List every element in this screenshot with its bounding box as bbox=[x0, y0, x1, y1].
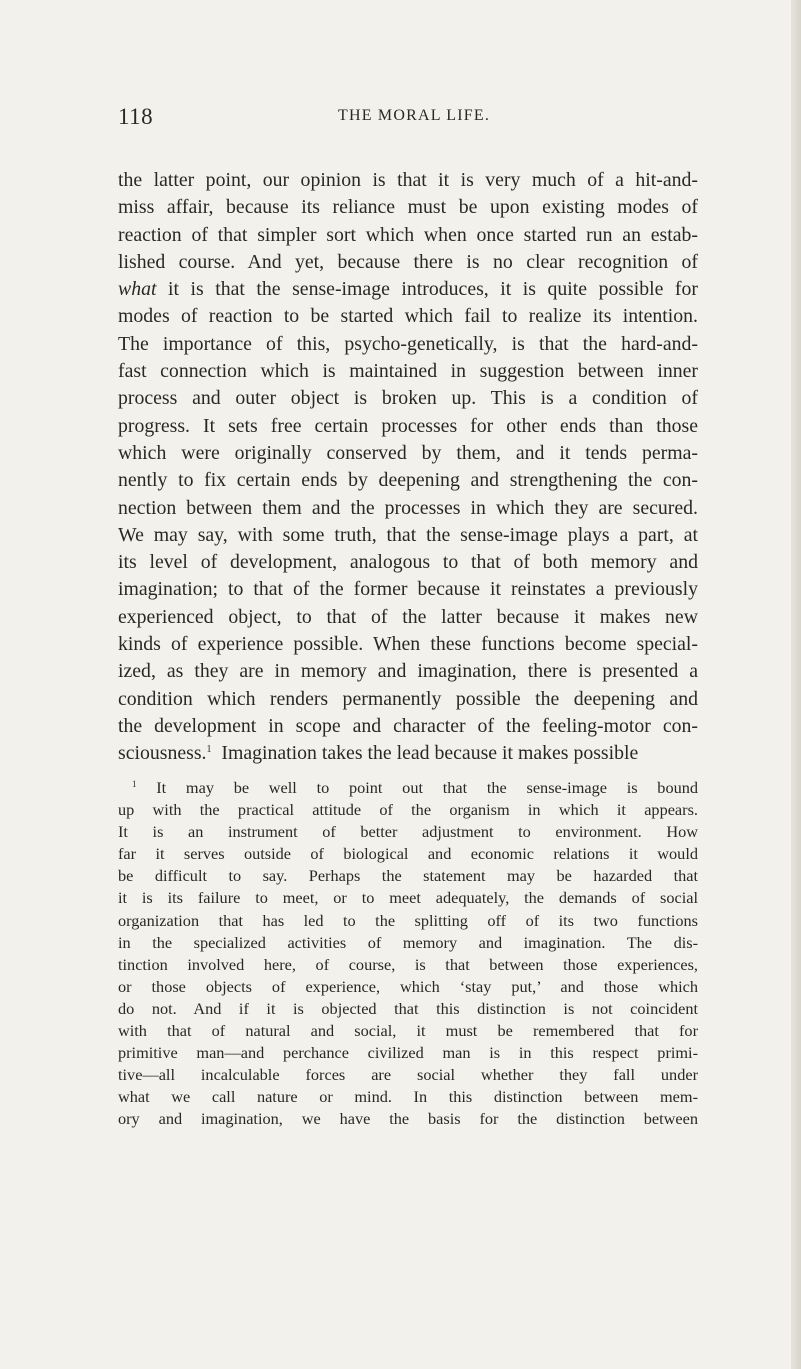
text-line: modes of reaction to be started which fail to realize its intention. bbox=[118, 305, 698, 328]
footnote-reference: 1 bbox=[206, 744, 212, 756]
text-line: progress. It sets free certain processes for other ends than those bbox=[118, 414, 698, 437]
text-line: lished course. And yet, because there is no clear recognition of bbox=[118, 250, 698, 273]
text-line: experienced object, to that of the latter because it makes new bbox=[118, 605, 698, 628]
text-line: process and outer object is broken up. This is a condition of bbox=[118, 387, 698, 410]
page-edge-shadow bbox=[791, 0, 801, 1369]
main-text bbox=[118, 167, 698, 768]
text-line: nection between them and the processes in which they are secured. bbox=[118, 496, 698, 519]
text-line: fast connection which is maintained in suggestion between inner bbox=[118, 360, 698, 383]
text-line: which were originally conserved by them, and it tends perma- bbox=[118, 441, 698, 464]
footnote-line: tinction involved here, of course, is that between those experiences, bbox=[118, 954, 698, 974]
text-line: ized, as they are in memory and imagination, there is presented a bbox=[118, 660, 698, 683]
footnote-line: do not. And if it is objected that this distinction is not coincident bbox=[118, 998, 698, 1018]
page-header bbox=[118, 104, 698, 136]
footnote-line bbox=[118, 777, 698, 799]
running-head: THE MORAL LIFE. bbox=[338, 107, 491, 124]
footnote-line: it is its failure to meet, or to meet adequately, the demands of social bbox=[118, 888, 698, 908]
footnote-line: It is an instrument of better adjustment to environment. How bbox=[118, 822, 698, 842]
text-line: nently to fix certain ends by deepening and strengthening the con- bbox=[118, 469, 698, 492]
text-line: imagination; to that of the former because it reinstates a previously bbox=[118, 578, 698, 601]
footnote-line-text: It may be well to point out that the sense-image is bound bbox=[156, 778, 699, 797]
footnote-line: far it serves outside of biological and economic relations it would bbox=[118, 844, 698, 864]
text-line bbox=[118, 276, 698, 303]
footnote-line: organization that has led to the splitting off of its two functions bbox=[118, 910, 698, 930]
footnote-line: in the specialized activities of memory and imagination. The dis- bbox=[118, 932, 698, 952]
text-line-end: Imagination takes the lead because it makes possible bbox=[221, 742, 639, 765]
footnote-marker: 1 bbox=[132, 779, 137, 789]
text-line: condition which renders permanently possible the deepening and bbox=[118, 687, 698, 710]
footnote-line: be difficult to say. Perhaps the statement may be hazarded that bbox=[118, 866, 698, 886]
footnote-line: or those objects of experience, which ‘stay put,’ and those which bbox=[118, 976, 698, 996]
text-line: the latter point, our opinion is that it is very much of a hit-and- bbox=[118, 169, 698, 191]
text-line: its level of development, analogous to that of both memory and bbox=[118, 551, 698, 574]
footnote-line: up with the practical attitude of the organism in which it appears. bbox=[118, 800, 698, 820]
text-line-start: sciousness. bbox=[118, 742, 207, 765]
footnote-line: tive—all incalculable forces are social whether they fall under bbox=[118, 1065, 698, 1085]
footnote-line: what we call nature or mind. In this distinction between mem- bbox=[118, 1087, 698, 1107]
text-line: miss affair, because its reliance must be upon existing modes of bbox=[118, 196, 698, 219]
text-line: The importance of this, psycho-genetically, is that the hard-and- bbox=[118, 332, 698, 355]
footnote-line: primitive man—and perchance civilized man is in this respect primi- bbox=[118, 1043, 698, 1063]
footnote-line: with that of natural and social, it must be remembered that for bbox=[118, 1021, 698, 1041]
text-line: the development in scope and character of the feeling-motor con- bbox=[118, 714, 698, 737]
text-line: reaction of that simpler sort which when once started run an estab- bbox=[118, 223, 698, 246]
italic-word: what bbox=[118, 278, 157, 301]
footnote bbox=[118, 777, 698, 1131]
text-line: We may say, with some truth, that the sense-image plays a part, at bbox=[118, 523, 698, 546]
text-line bbox=[118, 740, 698, 767]
footnote-line: ory and imagination, we have the basis for the distinction between bbox=[118, 1109, 698, 1129]
page-number: 118 bbox=[118, 104, 154, 129]
text-line: kinds of experience possible. When these functions become special- bbox=[118, 633, 698, 656]
text-line-rest: it is that the sense-image introduces, it is quite possible for bbox=[168, 278, 698, 301]
